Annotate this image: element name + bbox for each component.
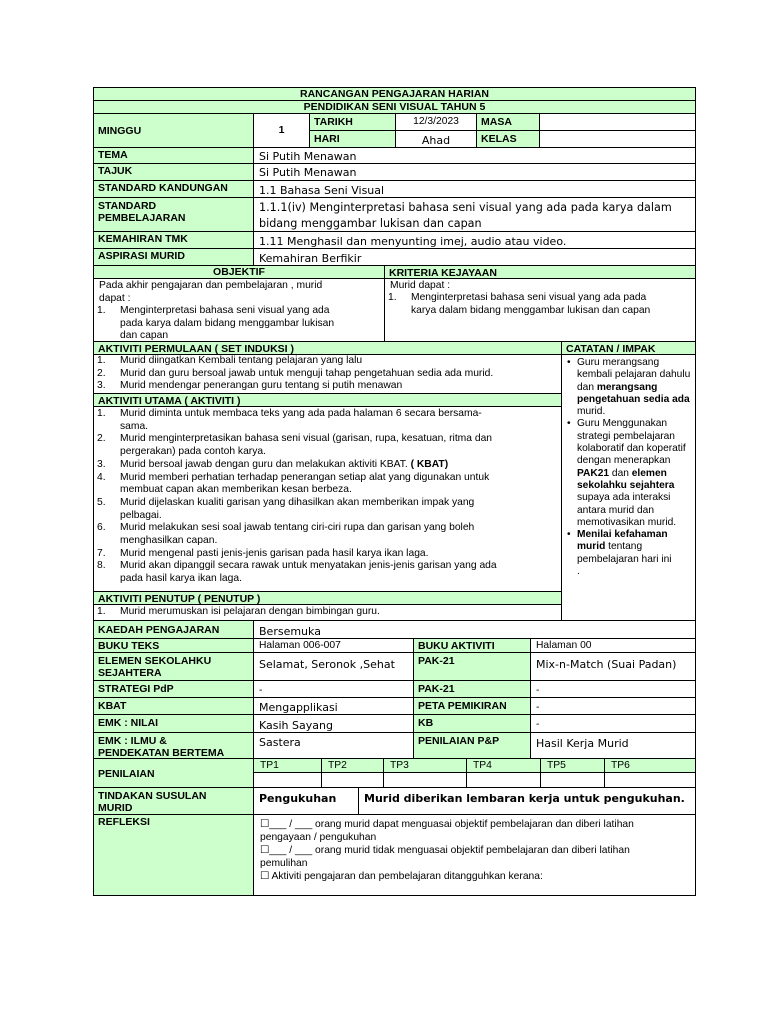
penutup-header-cell <box>93 591 562 605</box>
objektif-item: Menginterpretasi bahasa seni visual yang ada pada karya dalam bidang menggambar lukisan dan capan <box>120 305 335 342</box>
buku-aktiviti-value-cell <box>530 638 696 653</box>
buku-teks-value: Halaman 006-007 <box>259 640 341 651</box>
pak21-value-cell <box>530 652 696 681</box>
list-item: 4. Murid memberi perhatian terhadap penerangan setiap alat yang digunakan untuk membuat capan akan memberikan kesan berbeza. <box>97 471 490 496</box>
nilai-label-cell <box>93 714 254 733</box>
tp6-label: TP6 <box>611 760 630 771</box>
tp3-cell <box>383 758 467 773</box>
hari-value: Ahad <box>421 134 451 147</box>
tp5-value-cell[interactable] <box>540 772 605 788</box>
tajuk-label: TAJUK <box>98 165 133 177</box>
kbat-value-cell <box>253 697 414 715</box>
objektif-header: OBJEKTIF <box>213 266 265 278</box>
aspirasi-value-cell <box>253 248 696 266</box>
list-item: 1. Murid diingatkan Kembali tentang pelajaran yang lalu <box>97 355 363 366</box>
hari-label-cell <box>309 130 396 148</box>
tmk-label-cell <box>93 231 254 249</box>
tp3-value-cell[interactable] <box>383 772 467 788</box>
kb-value: - <box>536 719 540 730</box>
tp5-label: TP5 <box>547 760 566 771</box>
kb-value-cell <box>530 714 696 733</box>
sk-value: 1.1 Bahasa Seni Visual <box>259 184 385 197</box>
penilaian-pp-label-cell <box>413 732 531 759</box>
kelas-label-cell <box>476 130 540 148</box>
refleksi-item-1[interactable]: ☐___ / ___ orang murid dapat menguasai objektif pembelajaran dan diberi latihan pengayaan / pengukuhan <box>260 819 634 843</box>
tajuk-value: Si Putih Menawan <box>259 166 357 179</box>
elemen-label-cell <box>93 652 254 681</box>
penilaian-pp-label: PENILAIAN P&P <box>418 735 500 747</box>
peta-label-cell <box>413 697 531 715</box>
masa-label: MASA <box>481 116 512 128</box>
kriteria-intro: Murid dapat : <box>390 280 451 291</box>
tema-value: Si Putih Menawan <box>259 150 357 163</box>
elemen-value: Selamat, Seronok ,Sehat <box>259 658 395 671</box>
list-item: • Guru merangsang kembali pelajaran dahulu dan merangsang pengetahuan sedia ada murid. <box>567 357 691 418</box>
list-item: • Menilai kefahaman murid tentang pembelajaran hari ini . <box>567 529 672 578</box>
tmk-label: KEMAHIRAN TMK <box>98 233 188 245</box>
refleksi-body-cell <box>253 814 696 896</box>
tmk-value-cell <box>253 231 696 249</box>
tajuk-label-cell <box>93 163 254 181</box>
minggu-value: 1 <box>278 124 285 136</box>
aspirasi-label: ASPIRASI MURID <box>98 250 185 262</box>
sp-value-cell <box>253 197 696 232</box>
lesson-plan-sheet <box>93 87 696 896</box>
kriteria-item: Menginterpretasi bahasa seni visual yang ada pada karya dalam bidang menggambar lukisan dan capan <box>411 292 651 316</box>
list-item: • Guru Menggunakan strategi pembelajaran kolaboratif dan koperatif dengan menerapkan PAK21 dan elemen sekolahku sejahtera supaya ada interaksi antara murid dan memotivasikan murid. <box>567 418 686 528</box>
tema-label-cell <box>93 147 254 164</box>
sk-label: STANDARD KANDUNGAN <box>98 182 228 194</box>
peta-value-cell <box>530 697 696 715</box>
pak21b-label: PAK-21 <box>418 683 455 695</box>
masa-value-cell <box>539 113 696 131</box>
catatan-header-cell <box>561 341 696 355</box>
nilai-value: Kasih Sayang <box>259 719 333 732</box>
objektif-item-number: 1. <box>97 305 106 316</box>
plan-title: RANCANGAN PENGAJARAN HARIAN <box>299 88 489 100</box>
list-item: 3. Murid mendengar penerangan guru tentang si putih menawan <box>97 380 403 392</box>
buku-teks-label: BUKU TEKS <box>98 640 160 652</box>
nilai-value-cell <box>253 714 414 733</box>
tema-value-cell <box>253 147 696 164</box>
penilaian-label-cell <box>93 758 254 788</box>
aspirasi-value: Kemahiran Berfikir <box>259 252 362 265</box>
tp1-label: TP1 <box>260 760 279 771</box>
utama-header: AKTIVITI UTAMA ( AKTIVITI ) <box>98 395 241 407</box>
masa-value <box>540 115 550 117</box>
buku-aktiviti-value: Halaman 00 <box>536 640 592 651</box>
peta-label: PETA PEMIKIRAN <box>418 700 507 712</box>
refleksi-item-3[interactable]: ☐ Aktiviti pengajaran dan pembelajaran ditangguhkan kerana: <box>260 871 543 882</box>
pak21-value: Mix-n-Match (Suai Padan) <box>536 658 677 671</box>
kaedah-value-cell <box>253 620 696 639</box>
kriteria-body-cell <box>384 278 696 342</box>
refleksi-label: REFLEKSI <box>98 816 150 828</box>
kaedah-value: Bersemuka <box>259 625 321 638</box>
pak21-label-cell <box>413 652 531 681</box>
list-item: 7. Murid mengenal pasti jenis-jenis garisan pada hasil karya ikan laga. <box>97 547 429 559</box>
pak21-label: PAK-21 <box>418 655 455 667</box>
kb-label-cell <box>413 714 531 733</box>
ilmu-label-cell <box>93 732 254 759</box>
kaedah-label: KAEDAH PENGAJARAN <box>98 624 220 636</box>
ilmu-value-cell <box>253 732 414 759</box>
plan-subtitle: PENDIDIKAN SENI VISUAL TAHUN 5 <box>303 101 486 113</box>
list-item: 6. Murid melakukan sesi soal jawab tentang ciri-ciri rupa dan garisan yang boleh menghasilkan capan. <box>97 522 475 547</box>
penutup-list <box>94 605 561 619</box>
tp3-label: TP3 <box>390 760 409 771</box>
tajuk-value-cell <box>253 163 696 181</box>
tindakan-label-cell <box>93 787 254 815</box>
list-item: 2. Murid dan guru bersoal jawab untuk menguji tahap pengetahuan sedia ada murid. <box>97 367 494 379</box>
kelas-value <box>540 132 550 134</box>
strategi-value: - <box>259 685 263 696</box>
tarikh-value: 12/3/2023 <box>413 116 459 127</box>
buku-teks-label-cell <box>93 638 254 653</box>
tp2-value-cell[interactable] <box>321 772 384 788</box>
catatan-body-cell <box>561 354 696 621</box>
tp6-cell <box>604 758 696 773</box>
tarikh-value-cell <box>395 113 477 131</box>
tp6-value-cell[interactable] <box>604 772 696 788</box>
list-item: 8. Murid akan dipanggil secara rawak untuk menyatakan jenis-jenis garisan yang ada pada hasil karya ikan laga. <box>97 560 497 585</box>
minggu-value-cell <box>253 113 310 148</box>
objektif-intro: Pada akhir pengajaran dan pembelajaran , murid dapat : <box>99 280 323 304</box>
tp1-value-cell[interactable] <box>253 772 322 788</box>
hari-value-cell <box>395 130 477 148</box>
tarikh-label: TARIKH <box>314 116 353 128</box>
list-item: 1. Murid merumuskan isi pelajaran dengan bimbingan guru. <box>97 606 380 617</box>
strategi-label: STRATEGI PdP <box>98 683 174 695</box>
permulaan-list <box>94 355 561 393</box>
tp4-cell <box>466 758 541 773</box>
tindakan-value: Pengukuhan <box>259 792 337 805</box>
tarikh-label-cell <box>309 113 396 131</box>
tindakan-label: TINDAKAN SUSULAN MURID <box>98 790 207 814</box>
permulaan-header-cell <box>93 341 562 355</box>
plan-title-cell <box>93 87 696 101</box>
aspirasi-label-cell <box>93 248 254 266</box>
sp-value: 1.1.1(iv) Menginterpretasi bahasa seni visual yang ada pada karya dalam bidang menggambar lukisan dan capan <box>259 201 672 230</box>
utama-header-cell <box>93 393 562 407</box>
kelas-value-cell <box>539 130 696 148</box>
utama-body-cell <box>93 406 562 592</box>
kbat-label: KBAT <box>98 700 127 712</box>
strategi-value-cell <box>253 680 414 698</box>
objektif-header-cell <box>93 265 385 279</box>
minggu-label-cell <box>93 113 254 148</box>
masa-label-cell <box>476 113 540 131</box>
kb-label: KB <box>418 717 434 729</box>
ilmu-label: EMK : ILMU & PENDEKATAN BERTEMA <box>98 735 225 759</box>
sk-label-cell <box>93 180 254 198</box>
list-item: 3. Murid bersoal jawab dengan guru dan melakukan aktiviti KBAT. ( KBAT) <box>97 458 449 470</box>
objektif-body-cell <box>93 278 385 342</box>
penutup-header: AKTIVITI PENUTUP ( PENUTUP ) <box>98 593 261 605</box>
kbat-value: Mengapplikasi <box>259 701 338 714</box>
list-item: 2. Murid menginterpretasikan bahasa seni visual (garisan, rupa, kesatuan, ritma dan pergerakan) pada contoh karya. <box>97 433 493 458</box>
tema-label: TEMA <box>98 149 128 161</box>
tindakan-value-cell <box>253 787 359 815</box>
tmk-value: 1.11 Menghasil dan menyunting imej, audio atau video. <box>259 235 567 248</box>
minggu-label: MINGGU <box>98 125 142 137</box>
penilaian-pp-value-cell <box>530 732 696 759</box>
kaedah-label-cell <box>93 620 254 639</box>
buku-aktiviti-label: BUKU AKTIVITI <box>418 640 495 652</box>
tp2-cell <box>321 758 384 773</box>
hari-label: HARI <box>314 133 340 145</box>
elemen-value-cell <box>253 652 414 681</box>
permulaan-header: AKTIVITI PERMULAAN ( SET INDUKSI ) <box>98 343 294 355</box>
pak21b-label-cell <box>413 680 531 698</box>
sk-value-cell <box>253 180 696 198</box>
kbat-label-cell <box>93 697 254 715</box>
strategi-label-cell <box>93 680 254 698</box>
tp4-value-cell[interactable] <box>466 772 541 788</box>
nilai-label: EMK : NILAI <box>98 717 159 729</box>
penutup-body-cell <box>93 604 562 621</box>
refleksi-item-2[interactable]: ☐___ / ___ orang murid tidak menguasai objektif pembelajaran dan diberi latihan pemulihan <box>260 845 630 869</box>
kriteria-header-cell <box>384 265 696 279</box>
kriteria-item-number: 1. <box>388 292 397 303</box>
catatan-notes <box>562 355 695 578</box>
buku-aktiviti-label-cell <box>413 638 531 653</box>
list-item: 1. Murid diminta untuk membaca teks yang ada pada halaman 6 secara bersama- sama. <box>97 408 482 432</box>
plan-subtitle-cell <box>93 100 696 114</box>
tindakan-note-cell <box>358 787 696 815</box>
permulaan-body-cell <box>93 354 562 394</box>
tp1-cell <box>253 758 322 773</box>
ilmu-value: Sastera <box>259 736 301 749</box>
tp4-label: TP4 <box>473 760 492 771</box>
refleksi-label-cell <box>93 814 254 896</box>
tp5-cell <box>540 758 605 773</box>
tp2-label: TP2 <box>328 760 347 771</box>
kelas-label: KELAS <box>481 133 517 145</box>
tindakan-note: Murid diberikan lembaran kerja untuk pengukuhan. <box>364 792 685 805</box>
pak21b-value-cell <box>530 680 696 698</box>
sp-label: STANDARD PEMBELAJARAN <box>98 200 186 224</box>
buku-teks-value-cell <box>253 638 414 653</box>
list-item: 5. Murid dijelaskan kualiti garisan yang dihasilkan akan memberikan impak yang pelbagai. <box>97 496 475 521</box>
sp-label-cell <box>93 197 254 232</box>
catatan-header: CATATAN / IMPAK <box>566 343 656 355</box>
penilaian-label: PENILAIAN <box>98 768 155 780</box>
pak21b-value: - <box>536 685 540 696</box>
peta-value: - <box>536 702 540 713</box>
utama-list <box>94 407 561 586</box>
kriteria-header: KRITERIA KEJAYAAN <box>389 267 497 279</box>
penilaian-pp-value: Hasil Kerja Murid <box>536 737 629 750</box>
elemen-label: ELEMEN SEKOLAHKU SEJAHTERA <box>98 655 212 679</box>
